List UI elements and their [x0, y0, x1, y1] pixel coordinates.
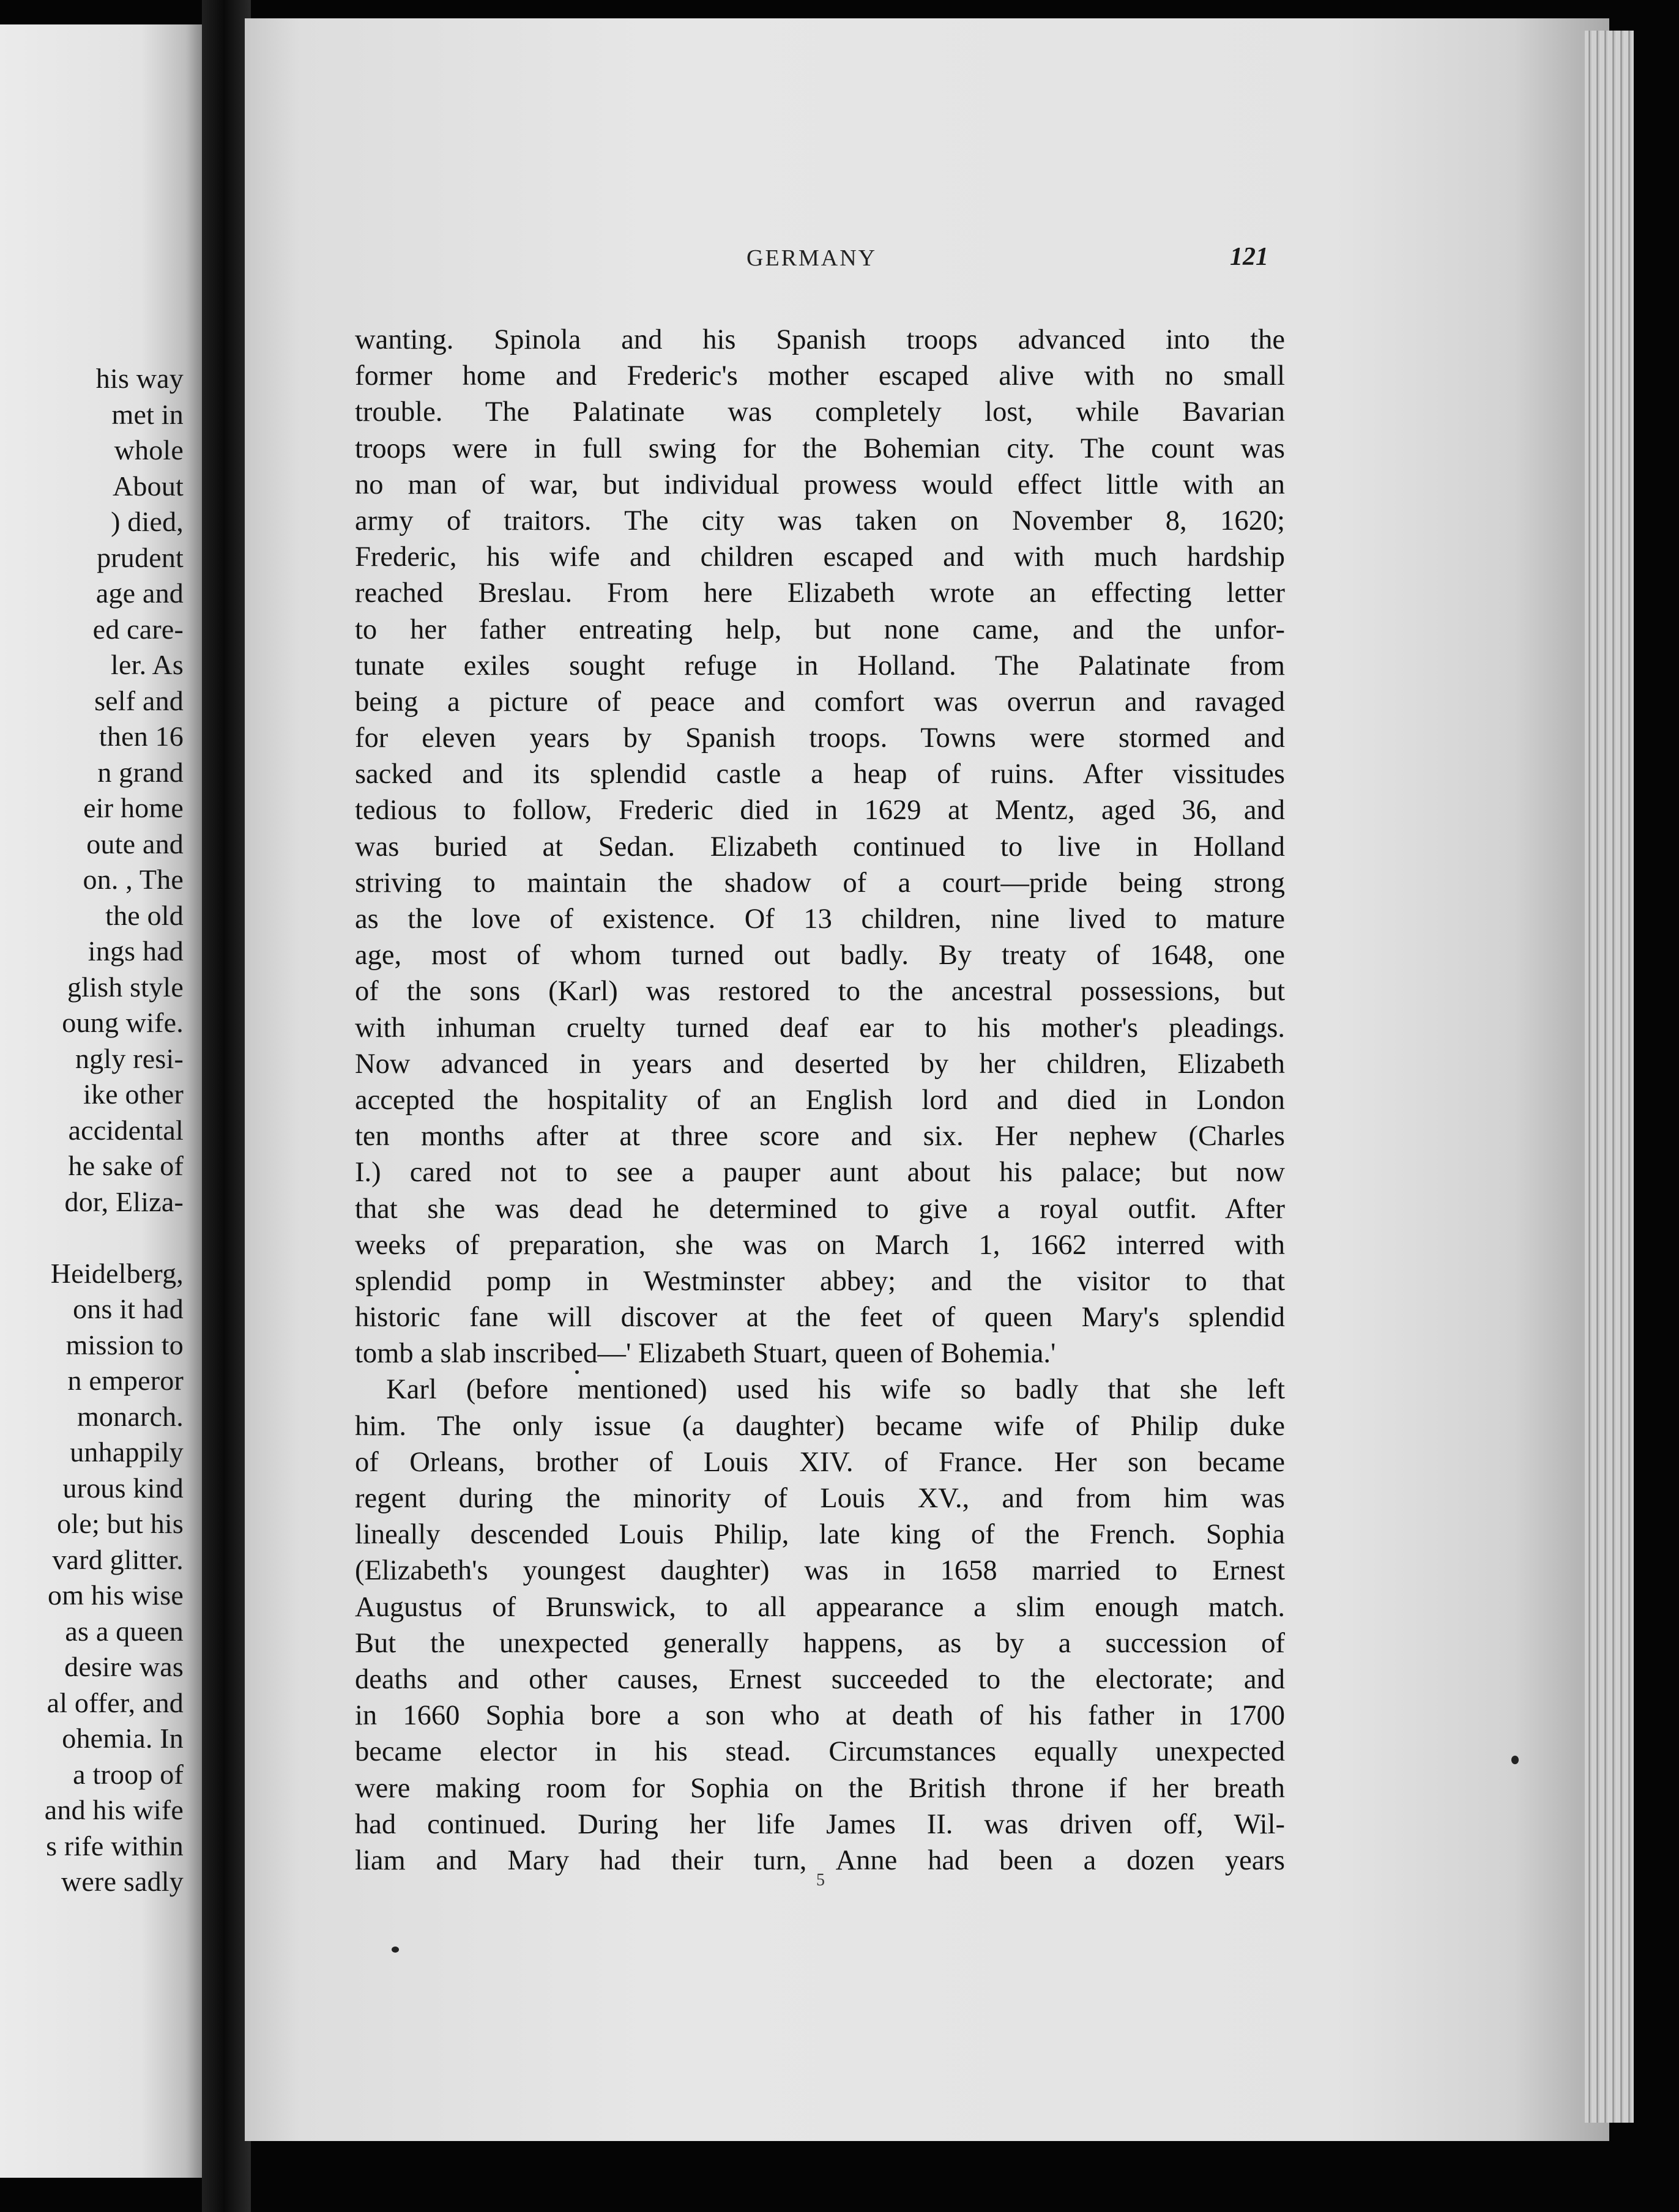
- left-line: dor, Eliza-: [64, 1186, 184, 1217]
- left-line: vard glitter.: [52, 1543, 184, 1575]
- left-line: oung wife.: [62, 1007, 184, 1038]
- left-line: ler. As: [111, 649, 184, 680]
- text-line: regent during the minority of Louis XV., and from him was: [355, 1483, 1285, 1514]
- text-line: age, most of whom turned out badly. By treaty of 1648, one: [355, 940, 1285, 971]
- text-line: no man of war, but individual prowess would effect little with an: [355, 469, 1285, 500]
- text-line: Karl (before mentioned) used his wife so badly that she left: [386, 1374, 1285, 1406]
- text-line: to her father entreating help, but none came, and the unfor-: [355, 614, 1285, 645]
- text-line: trouble. The Palatinate was completely lost, while Bavarian: [355, 396, 1285, 428]
- page-number: 121: [1230, 243, 1268, 271]
- left-page: [0, 24, 202, 2178]
- left-line: ngly resi-: [75, 1042, 184, 1074]
- text-line: Augustus of Brunswick, to all appearance a slim enough match.: [355, 1591, 1285, 1623]
- left-line: eir home: [83, 792, 184, 823]
- left-line: s rife within: [46, 1830, 184, 1861]
- text-line: with inhuman cruelty turned deaf ear to his mother's pleadings.: [355, 1012, 1285, 1044]
- left-line: ings had: [87, 935, 184, 967]
- left-line: the old: [105, 899, 184, 931]
- left-line: Heidelberg,: [50, 1257, 184, 1289]
- ink-speck: [392, 1947, 399, 1953]
- text-line: ten months after at three score and six. Her nephew (Charles: [355, 1121, 1285, 1152]
- text-line: being a picture of peace and comfort was overrun and ravaged: [355, 686, 1285, 718]
- text-line: him. The only issue (a daughter) became wife of Philip duke: [355, 1410, 1285, 1442]
- text-line: lineally descended Louis Philip, late king of the French. Sophia: [355, 1519, 1285, 1551]
- left-line: a troop of: [73, 1758, 184, 1790]
- text-line: in 1660 Sophia bore a son who at death of his father in 1700: [355, 1700, 1285, 1732]
- ink-speck: [1511, 1756, 1519, 1764]
- text-line: former home and Frederic's mother escaped alive with no small: [355, 360, 1285, 392]
- left-line: on. , The: [83, 864, 184, 895]
- left-line: he sake of: [68, 1150, 184, 1181]
- left-line: mission to: [65, 1329, 184, 1360]
- text-line: tunate exiles sought refuge in Holland. The Palatinate from: [355, 650, 1285, 681]
- text-line: historic fane will discover at the feet of queen Mary's splendid: [355, 1302, 1285, 1334]
- left-line: accidental: [68, 1114, 184, 1146]
- left-line: as a queen: [65, 1615, 184, 1647]
- left-line: unhappily: [70, 1436, 184, 1468]
- text-line: army of traitors. The city was taken on November 8, 1620;: [355, 505, 1285, 536]
- text-line: reached Breslau. From here Elizabeth wrote an effecting letter: [355, 577, 1285, 609]
- left-line: n emperor: [67, 1365, 184, 1396]
- left-line: desire was: [64, 1651, 184, 1682]
- left-line: ed care-: [92, 613, 184, 645]
- text-line: for eleven years by Spanish troops. Towns were stormed and: [355, 722, 1285, 754]
- left-line: ) died,: [111, 506, 184, 537]
- left-line: his way: [95, 363, 184, 394]
- body-text: [355, 322, 1285, 1879]
- left-line: age and: [95, 577, 184, 609]
- left-line: whole: [114, 434, 184, 466]
- left-line: oute and: [86, 828, 184, 859]
- signature-mark: 5: [816, 1871, 825, 1890]
- left-line: met in: [111, 398, 184, 430]
- text-line: I.) cared not to see a pauper aunt about his palace; but now: [355, 1157, 1285, 1189]
- text-line: that she was dead he determined to give a royal outfit. After: [355, 1193, 1285, 1225]
- text-line: Now advanced in years and deserted by her children, Elizabeth: [355, 1048, 1285, 1080]
- text-line: were making room for Sophia on the British throne if her breath: [355, 1772, 1285, 1804]
- text-line: Frederic, his wife and children escaped and with much hardship: [355, 541, 1285, 573]
- left-line: and his wife: [44, 1794, 184, 1825]
- text-line: tedious to follow, Frederic died in 1629 at Mentz, aged 36, and: [355, 795, 1285, 826]
- left-line: ole; but his: [57, 1508, 184, 1539]
- left-line: ons it had: [73, 1293, 184, 1324]
- left-line: monarch.: [76, 1400, 184, 1432]
- book-gutter: [202, 0, 251, 2212]
- text-line: sacked and its splendid castle a heap of ruins. After vissitudes: [355, 759, 1285, 790]
- left-line: ohemia. In: [62, 1723, 184, 1754]
- left-line: al offer, and: [47, 1687, 184, 1718]
- left-line: were sadly: [61, 1866, 184, 1897]
- left-line: ike other: [83, 1078, 184, 1110]
- text-line: of the sons (Karl) was restored to the ancestral possessions, but: [355, 976, 1285, 1008]
- left-line: [0, 1220, 184, 1256]
- left-line: urous kind: [62, 1472, 184, 1504]
- text-line: splendid pomp in Westminster abbey; and the visitor to that: [355, 1265, 1285, 1297]
- text-line: troops were in full swing for the Bohemian city. The count was: [355, 432, 1285, 464]
- text-line: deaths and other causes, Ernest succeeded to the electorate; and: [355, 1663, 1285, 1695]
- text-line: (Elizabeth's youngest daughter) was in 1658 married to Ernest: [355, 1555, 1285, 1587]
- left-line: then 16: [99, 721, 184, 752]
- left-line: self and: [94, 685, 184, 716]
- left-page-text: [0, 361, 184, 1900]
- left-line: prudent: [97, 541, 184, 573]
- left-line: About: [113, 470, 184, 502]
- text-line: accepted the hospitality of an English lord and died in London: [355, 1084, 1285, 1116]
- text-line: as the love of existence. Of 13 children, nine lived to mature: [355, 904, 1285, 935]
- text-line: weeks of preparation, she was on March 1, 1662 interred with: [355, 1229, 1285, 1261]
- page-edges: [1585, 31, 1634, 2123]
- text-line: became elector in his stead. Circumstances equally unexpected: [355, 1736, 1285, 1768]
- text-line: striving to maintain the shadow of a court—pride being strong: [355, 867, 1285, 899]
- text-line: tomb a slab inscribed—' Elizabeth Stuart, queen of Bohemia.': [355, 1338, 1056, 1370]
- ink-speck: [575, 1370, 579, 1374]
- text-line: wanting. Spinola and his Spanish troops advanced into the: [355, 324, 1285, 355]
- left-line: om his wise: [48, 1579, 184, 1611]
- text-line: of Orleans, brother of Louis XIV. of France. Her son became: [355, 1446, 1285, 1478]
- text-line: had continued. During her life James II. was driven off, Wil-: [355, 1808, 1285, 1840]
- running-head: GERMANY: [746, 245, 877, 271]
- text-line: was buried at Sedan. Elizabeth continued to live in Holland: [355, 831, 1285, 863]
- text-line: liam and Mary had their turn, Anne had been a dozen years: [355, 1844, 1285, 1876]
- left-line: glish style: [67, 971, 184, 1003]
- text-line: But the unexpected generally happens, as by a succession of: [355, 1627, 1285, 1659]
- left-line: n grand: [97, 756, 184, 788]
